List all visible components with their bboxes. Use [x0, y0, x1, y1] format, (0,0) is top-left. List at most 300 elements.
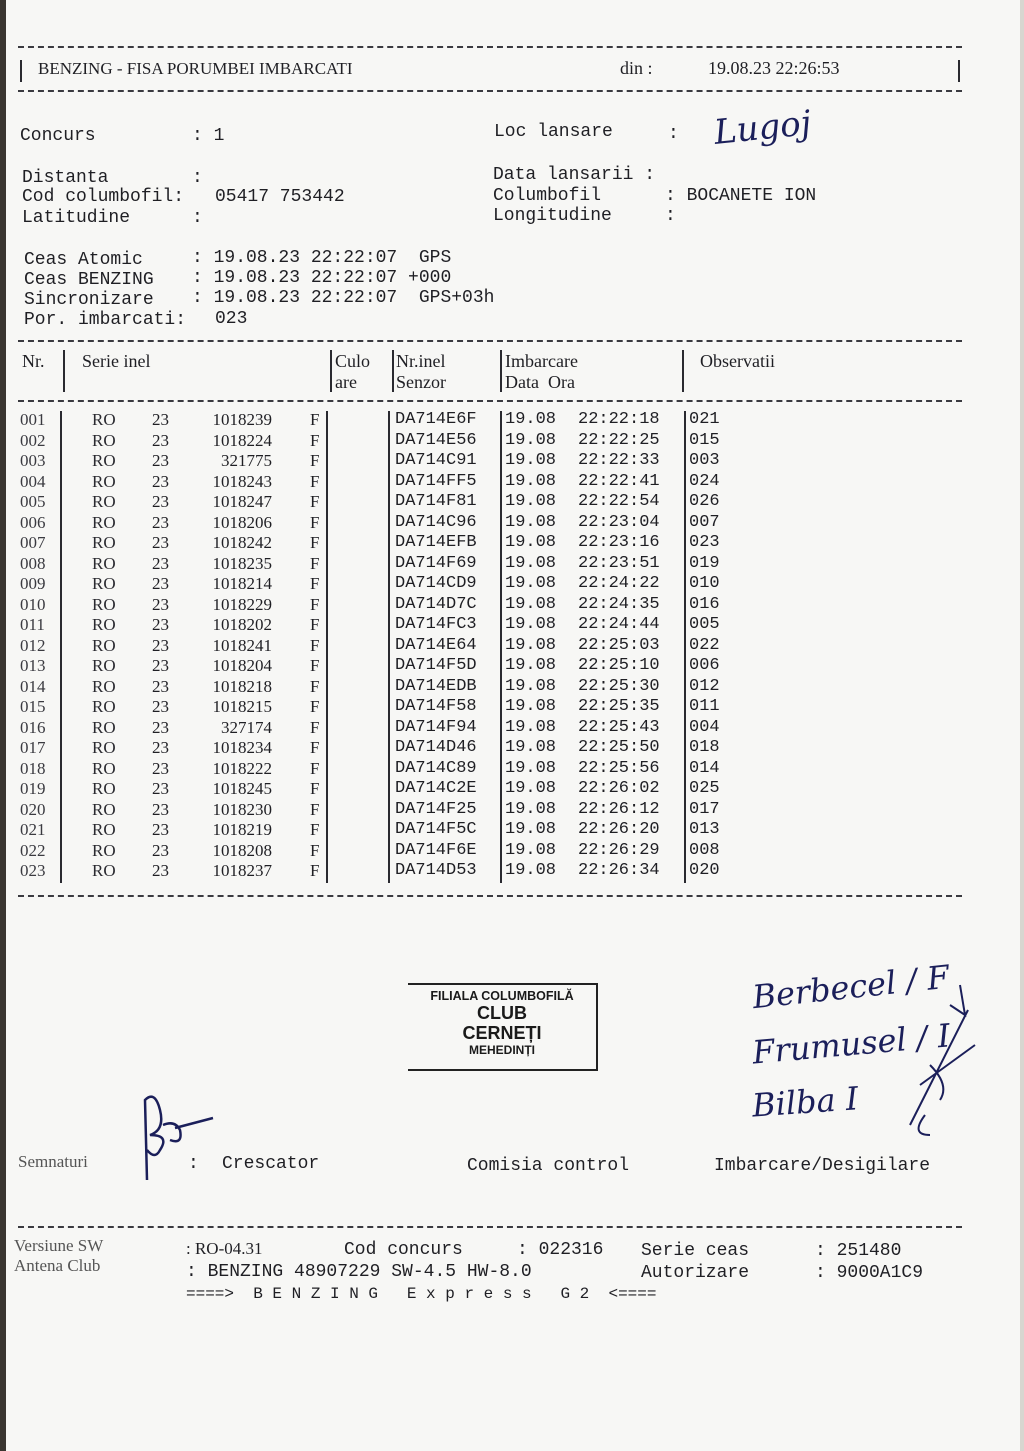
row-sensor-id: DA714F81: [395, 492, 477, 511]
row-ring-number: 1018245: [212, 779, 272, 798]
table-row: [0, 779, 740, 799]
row-nr: 011: [20, 615, 45, 634]
row-sex: F: [310, 635, 320, 655]
row-ring-number: 1018214: [212, 574, 272, 593]
latitudine-value: :: [192, 208, 203, 228]
col-header-nrinel-1: Nr.inel: [396, 351, 446, 371]
row-date: 19.08: [505, 471, 557, 491]
versiune-sw-value: : RO-04.31: [186, 1239, 263, 1258]
row-date: 19.08: [505, 820, 557, 839]
row-date: 19.08: [505, 840, 557, 860]
row-sex: F: [310, 492, 320, 511]
row-nr: 017: [20, 738, 46, 757]
paper-edge-right: [1020, 0, 1024, 1451]
row-date: 19.08: [505, 758, 557, 778]
row-observatii: 005: [689, 615, 720, 634]
row-country: RO: [92, 779, 116, 798]
row-sensor-id: DA714E64: [395, 635, 477, 655]
ceas-benzing-label: Ceas BENZING: [24, 270, 154, 290]
row-sex: F: [310, 717, 320, 737]
row-time: 22:25:30: [578, 676, 660, 696]
report-title: BENZING - FISA PORUMBEI IMBARCATI: [38, 59, 353, 78]
row-time: 22:25:35: [578, 697, 660, 716]
table-row: [0, 431, 740, 451]
row-country: RO: [92, 410, 116, 429]
row-sensor-id: DA714C2E: [395, 779, 477, 798]
row-time: 22:24:35: [578, 594, 660, 614]
row-year: 23: [152, 758, 169, 778]
row-country: RO: [92, 492, 116, 511]
row-sex: F: [310, 861, 320, 880]
antena-club-value: : BENZING 48907229 SW-4.5 HW-8.0: [186, 1262, 532, 1282]
table-row: [0, 533, 740, 553]
cod-columbofil-label: Cod columbofil:: [22, 187, 185, 207]
semnaturi-sep: :: [188, 1154, 199, 1174]
row-observatii: 022: [689, 635, 720, 655]
row-time: 22:25:56: [578, 758, 660, 778]
row-time: 22:26:12: [578, 799, 660, 819]
row-sensor-id: DA714EFB: [395, 533, 477, 552]
row-time: 22:26:02: [578, 779, 660, 798]
row-sensor-id: DA714CD9: [395, 574, 477, 593]
row-date: 19.08: [505, 574, 557, 593]
divider: [18, 90, 962, 92]
row-year: 23: [152, 533, 169, 552]
row-observatii: 007: [689, 512, 720, 532]
row-date: 19.08: [505, 656, 557, 675]
row-time: 22:26:20: [578, 820, 660, 839]
row-ring-number: 1018224: [212, 430, 272, 450]
row-nr: 010: [20, 594, 46, 614]
table-row: [0, 841, 740, 861]
row-sensor-id: DA714F58: [395, 697, 477, 716]
row-date: 19.08: [505, 697, 557, 716]
row-observatii: 011: [689, 697, 720, 716]
row-sensor-id: DA714FF5: [395, 471, 477, 491]
row-nr: 009: [20, 574, 46, 593]
row-year: 23: [152, 738, 169, 757]
serie-ceas-label: Serie ceas: [641, 1241, 750, 1261]
porumbei-imbarcati-label: Por. imbarcati:: [24, 310, 187, 330]
row-nr: 014: [20, 676, 46, 696]
row-date: 19.08: [505, 451, 557, 470]
row-observatii: 004: [689, 717, 720, 737]
divider: [18, 400, 962, 402]
stamp-line-1: FILIALA COLUMBOFILĂ: [430, 989, 574, 1003]
row-country: RO: [92, 553, 116, 573]
col-separator: [392, 350, 394, 392]
row-observatii: 017: [689, 799, 720, 819]
table-row: [0, 472, 740, 492]
col-separator: [330, 350, 332, 392]
row-sex: F: [310, 820, 320, 839]
longitudine-label: Longitudine: [493, 206, 612, 226]
table-row: [0, 718, 740, 738]
row-sensor-id: DA714D7C: [395, 594, 477, 614]
breeder-signature: [135, 1090, 225, 1190]
semnaturi-label: Semnaturi: [18, 1152, 88, 1171]
row-sex: F: [310, 594, 320, 614]
imbarcare-desigilare-label: Imbarcare/Desigilare: [714, 1156, 931, 1176]
stamp-line-4: MEHEDINȚI: [469, 1043, 535, 1057]
row-observatii: 024: [689, 471, 720, 491]
row-year: 23: [152, 410, 169, 429]
row-sensor-id: DA714C91: [395, 451, 477, 470]
concurs-label: Concurs: [20, 126, 96, 146]
col-separator: [500, 350, 502, 392]
row-nr: 015: [20, 697, 46, 716]
row-nr: 023: [20, 861, 46, 880]
row-sensor-id: DA714F25: [395, 799, 477, 819]
header-border-right: [958, 60, 960, 82]
row-year: 23: [152, 451, 169, 470]
row-nr: 016: [20, 717, 46, 737]
row-sensor-id: DA714EDB: [395, 676, 477, 696]
autorizare-value: : 9000A1C9: [815, 1263, 924, 1283]
row-sensor-id: DA714F69: [395, 553, 477, 573]
row-nr: 021: [20, 820, 46, 839]
row-nr: 020: [20, 799, 46, 819]
row-observatii: 013: [689, 820, 720, 839]
row-ring-number: 1018239: [212, 410, 272, 429]
row-date: 19.08: [505, 512, 557, 532]
handwritten-signature-3: Bilba I: [750, 1079, 860, 1125]
row-country: RO: [92, 717, 116, 737]
row-time: 22:26:34: [578, 861, 660, 880]
row-country: RO: [92, 594, 116, 614]
row-year: 23: [152, 492, 169, 511]
row-country: RO: [92, 697, 116, 716]
row-sensor-id: DA714D53: [395, 861, 477, 880]
stamp-line-2: CLUB: [477, 1003, 527, 1023]
row-sex: F: [310, 840, 320, 860]
table-row: [0, 677, 740, 697]
row-observatii: 008: [689, 840, 720, 860]
row-country: RO: [92, 840, 116, 860]
col-header-culoare-1: Culo: [335, 351, 371, 371]
stamp-line-3: CERNEȚI: [462, 1023, 542, 1043]
row-observatii: 026: [689, 492, 720, 511]
row-nr: 003: [20, 451, 46, 470]
row-year: 23: [152, 820, 169, 839]
report-date-label: din :: [620, 58, 653, 78]
row-nr: 002: [20, 430, 46, 450]
col-separator: [682, 350, 684, 392]
col-separator: [63, 350, 65, 392]
row-time: 22:24:44: [578, 615, 660, 634]
col-header-imbarcare-1: Imbarcare: [505, 351, 578, 371]
row-sex: F: [310, 656, 320, 675]
row-time: 22:25:43: [578, 717, 660, 737]
row-time: 22:23:16: [578, 533, 660, 552]
col-header-nrinel-2: Senzor: [396, 372, 446, 392]
table-row: [0, 574, 740, 594]
header-border-left: [20, 60, 22, 82]
row-observatii: 015: [689, 430, 720, 450]
row-date: 19.08: [505, 779, 557, 798]
row-time: 22:23:51: [578, 553, 660, 573]
row-observatii: 014: [689, 758, 720, 778]
row-sex: F: [310, 779, 320, 798]
row-country: RO: [92, 861, 116, 880]
col-header-nr: Nr.: [22, 351, 45, 371]
row-sex: F: [310, 676, 320, 696]
row-date: 19.08: [505, 799, 557, 819]
table-row: [0, 492, 740, 512]
row-ring-number: 1018215: [212, 697, 272, 716]
row-ring-number: 1018208: [212, 840, 272, 860]
row-year: 23: [152, 717, 169, 737]
row-time: 22:22:54: [578, 492, 660, 511]
row-country: RO: [92, 799, 116, 819]
row-time: 22:26:29: [578, 840, 660, 860]
row-country: RO: [92, 656, 116, 675]
row-year: 23: [152, 840, 169, 860]
row-ring-number: 1018218: [212, 676, 272, 696]
handwritten-signature-2: Frumusel / I: [750, 1016, 952, 1072]
row-sex: F: [310, 471, 320, 491]
row-country: RO: [92, 451, 116, 470]
row-ring-number: 1018247: [212, 492, 272, 511]
row-date: 19.08: [505, 738, 557, 757]
row-sex: F: [310, 430, 320, 450]
row-ring-number: 1018241: [212, 635, 272, 655]
row-country: RO: [92, 512, 116, 532]
row-date: 19.08: [505, 676, 557, 696]
row-observatii: 021: [689, 410, 720, 429]
row-sensor-id: DA714FC3: [395, 615, 477, 634]
row-country: RO: [92, 533, 116, 552]
antena-club-label: Antena Club: [14, 1256, 101, 1275]
row-time: 22:24:22: [578, 574, 660, 593]
col-header-observatii: Observatii: [700, 351, 775, 371]
row-nr: 006: [20, 512, 46, 532]
table-row: [0, 554, 740, 574]
row-sex: F: [310, 553, 320, 573]
row-country: RO: [92, 635, 116, 655]
row-ring-number: 1018242: [212, 533, 272, 552]
row-ring-number: 321775: [221, 451, 272, 470]
row-year: 23: [152, 779, 169, 798]
row-sensor-id: DA714F94: [395, 717, 477, 737]
table-row: [0, 636, 740, 656]
row-date: 19.08: [505, 717, 557, 737]
row-sensor-id: DA714D46: [395, 738, 477, 757]
row-sex: F: [310, 410, 320, 429]
row-observatii: 010: [689, 574, 720, 593]
row-year: 23: [152, 861, 169, 880]
row-nr: 013: [20, 656, 46, 675]
row-year: 23: [152, 656, 169, 675]
row-nr: 019: [20, 779, 46, 798]
table-row: [0, 451, 740, 471]
data-lansarii-label: Data lansarii :: [493, 165, 656, 185]
row-date: 19.08: [505, 410, 557, 429]
row-sex: F: [310, 799, 320, 819]
row-country: RO: [92, 738, 116, 757]
row-sex: F: [310, 574, 320, 593]
ceas-benzing-value: : 19.08.23 22:22:07 +000: [192, 268, 452, 288]
divider: [18, 340, 962, 342]
row-time: 22:22:41: [578, 471, 660, 491]
cod-concurs-value: : 022316: [517, 1240, 604, 1260]
versiune-sw-label: Versiune SW: [14, 1236, 104, 1255]
row-ring-number: 1018219: [212, 820, 272, 839]
row-sensor-id: DA714F5D: [395, 656, 477, 675]
ceas-atomic-label: Ceas Atomic: [24, 250, 143, 270]
row-sensor-id: DA714E56: [395, 430, 477, 450]
loc-lansare-handwritten: Lugoj: [712, 103, 814, 153]
row-date: 19.08: [505, 492, 557, 511]
row-country: RO: [92, 758, 116, 778]
col-header-culoare-2: are: [335, 372, 357, 392]
row-time: 22:25:50: [578, 738, 660, 757]
row-year: 23: [152, 594, 169, 614]
table-row: [0, 410, 740, 430]
row-date: 19.08: [505, 430, 557, 450]
row-time: 22:23:04: [578, 512, 660, 532]
porumbei-imbarcati-value: 023: [215, 309, 248, 329]
divider: [18, 46, 962, 48]
concurs-value: : 1: [192, 126, 225, 146]
row-year: 23: [152, 635, 169, 655]
row-year: 23: [152, 615, 169, 634]
signature-scribble: [890, 975, 990, 1145]
autorizare-label: Autorizare: [641, 1263, 750, 1283]
row-sensor-id: DA714C96: [395, 512, 477, 532]
row-time: 22:25:10: [578, 656, 660, 675]
row-sex: F: [310, 697, 320, 716]
divider: [18, 895, 962, 897]
row-date: 19.08: [505, 533, 557, 552]
sincronizare-label: Sincronizare: [24, 290, 154, 310]
cod-columbofil-value: 05417 753442: [215, 187, 345, 207]
divider: [18, 1226, 962, 1228]
table-row: [0, 820, 740, 840]
row-ring-number: 327174: [221, 717, 272, 737]
row-date: 19.08: [505, 615, 557, 634]
row-sex: F: [310, 758, 320, 778]
row-time: 22:22:25: [578, 430, 660, 450]
row-country: RO: [92, 820, 116, 839]
row-sex: F: [310, 512, 320, 532]
table-row: [0, 800, 740, 820]
row-nr: 001: [20, 410, 46, 429]
row-observatii: 006: [689, 656, 720, 675]
distanta-value: :: [192, 168, 203, 188]
row-ring-number: 1018234: [212, 738, 272, 757]
row-observatii: 023: [689, 533, 720, 552]
table-row: [0, 759, 740, 779]
table-row: [0, 513, 740, 533]
col-header-serie: Serie inel: [82, 351, 151, 371]
row-observatii: 016: [689, 594, 720, 614]
row-nr: 022: [20, 840, 46, 860]
table-row: [0, 738, 740, 758]
club-stamp: [408, 983, 598, 1071]
row-observatii: 018: [689, 738, 720, 757]
crescator-label: Crescator: [222, 1154, 320, 1174]
row-nr: 008: [20, 553, 46, 573]
table-row: [0, 861, 740, 881]
distanta-label: Distanta: [22, 168, 109, 188]
columbofil-value: : BOCANETE ION: [665, 186, 817, 206]
row-time: 22:22:33: [578, 451, 660, 470]
row-observatii: 020: [689, 861, 720, 880]
row-ring-number: 1018202: [212, 615, 272, 634]
row-year: 23: [152, 697, 169, 716]
table-row: [0, 656, 740, 676]
report-date-value: 19.08.23 22:26:53: [708, 58, 840, 78]
row-ring-number: 1018235: [212, 553, 272, 573]
row-ring-number: 1018206: [212, 512, 272, 532]
row-observatii: 025: [689, 779, 720, 798]
row-country: RO: [92, 574, 116, 593]
row-year: 23: [152, 676, 169, 696]
handwritten-signature-1: Berbecel / F: [750, 957, 952, 1017]
row-ring-number: 1018237: [212, 861, 272, 880]
row-date: 19.08: [505, 594, 557, 614]
row-nr: 018: [20, 758, 46, 778]
row-year: 23: [152, 574, 169, 593]
loc-lansare-label: Loc lansare: [494, 122, 613, 142]
row-observatii: 019: [689, 553, 720, 573]
comisia-control-label: Comisia control: [467, 1156, 630, 1176]
row-sensor-id: DA714E6F: [395, 410, 477, 429]
row-ring-number: 1018222: [212, 758, 272, 778]
sincronizare-value: : 19.08.23 22:22:07 GPS+03h: [192, 288, 495, 308]
row-date: 19.08: [505, 861, 557, 880]
ceas-atomic-value: : 19.08.23 22:22:07 GPS: [192, 248, 452, 268]
row-year: 23: [152, 799, 169, 819]
row-date: 19.08: [505, 553, 557, 573]
row-time: 22:25:03: [578, 635, 660, 655]
row-sensor-id: DA714F5C: [395, 820, 477, 839]
row-year: 23: [152, 553, 169, 573]
cod-concurs-label: Cod concurs: [344, 1240, 463, 1260]
row-nr: 004: [20, 471, 46, 491]
columbofil-label: Columbofil: [493, 186, 602, 206]
row-year: 23: [152, 471, 169, 491]
row-ring-number: 1018229: [212, 594, 272, 614]
row-sex: F: [310, 615, 320, 634]
row-sex: F: [310, 533, 320, 552]
row-time: 22:22:18: [578, 410, 660, 429]
row-ring-number: 1018204: [212, 656, 272, 675]
row-sex: F: [310, 738, 320, 757]
row-sensor-id: DA714F6E: [395, 840, 477, 860]
row-ring-number: 1018243: [212, 471, 272, 491]
loc-lansare-sep: :: [668, 124, 679, 144]
row-year: 23: [152, 430, 169, 450]
row-observatii: 003: [689, 451, 720, 470]
table-row: [0, 615, 740, 635]
table-row: [0, 595, 740, 615]
longitudine-value: :: [665, 206, 676, 226]
row-country: RO: [92, 615, 116, 634]
table-row: [0, 697, 740, 717]
row-country: RO: [92, 676, 116, 696]
benzing-express-banner: ====> B E N Z I N G E x p r e s s G 2 <====: [186, 1285, 657, 1303]
serie-ceas-value: : 251480: [815, 1241, 902, 1261]
col-header-imbarcare-2: Data Ora: [505, 372, 575, 392]
row-ring-number: 1018230: [212, 799, 272, 819]
row-country: RO: [92, 471, 116, 491]
row-nr: 012: [20, 635, 46, 655]
row-nr: 007: [20, 533, 46, 552]
row-year: 23: [152, 512, 169, 532]
row-country: RO: [92, 430, 116, 450]
